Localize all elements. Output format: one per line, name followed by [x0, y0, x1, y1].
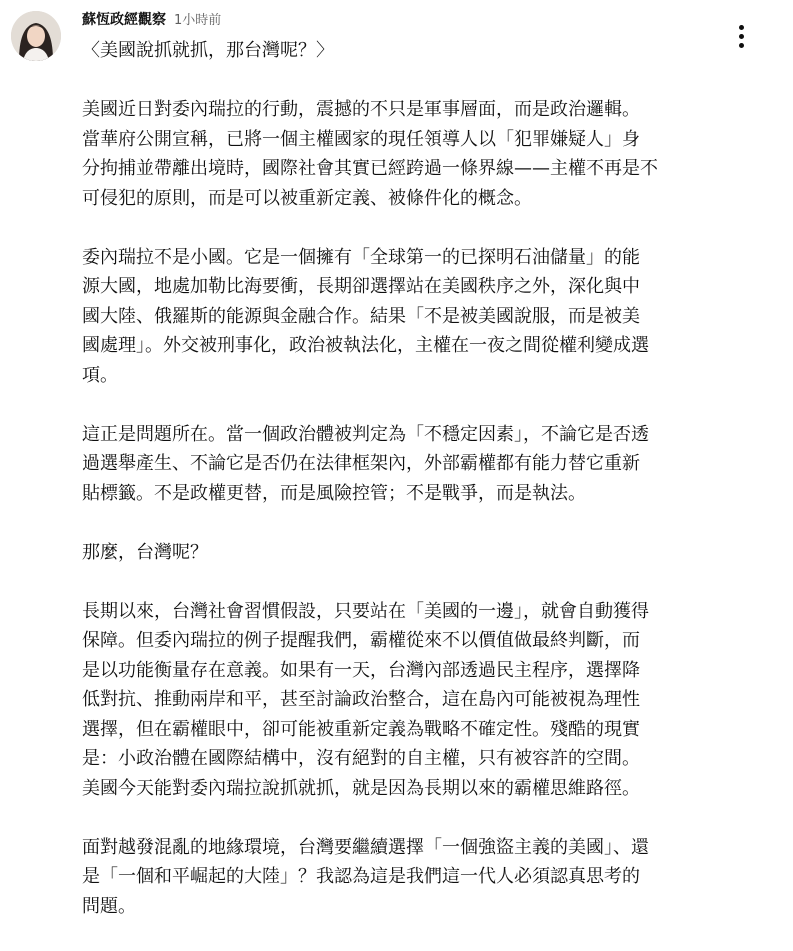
- avatar-image: [11, 11, 61, 61]
- post-title: 〈美國說抓就抓，那台灣呢？〉: [82, 40, 334, 61]
- author-name[interactable]: 蘇恆政經觀察: [82, 12, 166, 28]
- post-time[interactable]: 1小時前: [174, 13, 222, 28]
- paragraph-line: 源大國，地處加勒比海要衝，長期卻選擇站在美國秩序之外，深化與中: [82, 276, 640, 297]
- post-body: [82, 36, 722, 951]
- post-paragraphs: [82, 95, 722, 921]
- paragraph-line: 問題。: [82, 895, 136, 917]
- post-paragraph: [82, 538, 722, 568]
- author-avatar[interactable]: [11, 11, 61, 61]
- paragraph-line: 低對抗、推動兩岸和平，甚至討論政治整合，這在島內可能被視為理性: [82, 689, 640, 710]
- more-vertical-icon: [739, 25, 744, 48]
- post-paragraph: [82, 597, 722, 804]
- post-paragraph: [82, 420, 722, 509]
- paragraph-line: 美國近日對委內瑞拉的行動，震撼的不只是軍事層面，而是政治邏輯。: [82, 99, 640, 120]
- paragraph-line: 長期以來，台灣社會習慣假設，只要站在「美國的一邊」，就會自動獲得: [82, 600, 649, 622]
- paragraph-line: 面對越發混亂的地緣環境，台灣要繼續選擇「一個強盜主義的美國」、還: [82, 836, 649, 858]
- paragraph-line: 貼標籤。不是政權更替，而是風險控管；不是戰爭，而是執法。: [82, 482, 586, 504]
- post-paragraph: [82, 95, 722, 213]
- paragraph-line: 那麼，台灣呢？: [82, 541, 208, 563]
- paragraph-line: 項。: [82, 364, 118, 386]
- paragraph-line: 國處理」。外交被刑事化，政治被執法化，主權在一夜之間從權利變成選: [82, 335, 649, 356]
- paragraph-line: 委內瑞拉不是小國。它是一個擁有「全球第一的已探明石油儲量」的能: [82, 246, 640, 268]
- paragraph-line: 這正是問題所在。當一個政治體被判定為「不穩定因素」，不論它是否透: [82, 423, 649, 445]
- paragraph-line: 可侵犯的原則，而是可以被重新定義、被條件化的概念。: [82, 187, 532, 209]
- paragraph-line: 是「一個和平崛起的大陸」？我認為這是我們這一代人必須認真思考的: [82, 866, 640, 887]
- more-options-button[interactable]: [727, 22, 755, 50]
- paragraph-line: 國大陸、俄羅斯的能源與金融合作。結果「不是被美國說服，而是被美: [82, 305, 640, 327]
- paragraph-line: 過選舉產生、不論它是否仍在法律框架內，外部霸權都有能力替它重新: [82, 453, 640, 474]
- paragraph-line: 分拘捕並帶離出境時，國際社會其實已經跨過一條界線——主權不再是不: [82, 158, 658, 179]
- post-paragraph: [82, 243, 722, 391]
- paragraph-line: 保障。但委內瑞拉的例子提醒我們，霸權從來不以價值做最終判斷，而: [82, 630, 640, 651]
- paragraph-line: 選擇，但在霸權眼中，卻可能被重新定義為戰略不確定性。殘酷的現實: [82, 718, 640, 740]
- paragraph-line: 是：小政治體在國際結構中，沒有絕對的自主權，只有被容許的空間。: [82, 748, 640, 769]
- paragraph-line: 美國今天能對委內瑞拉說抓就抓，就是因為長期以來的霸權思維路徑。: [82, 777, 640, 799]
- post-paragraph: [82, 833, 722, 922]
- paragraph-line: 是以功能衡量存在意義。如果有一天，台灣內部透過民主程序，選擇降: [82, 659, 640, 681]
- paragraph-line: 當華府公開宣稱，已將一個主權國家的現任領導人以「犯罪嫌疑人」身: [82, 128, 640, 150]
- post-header: [82, 9, 221, 29]
